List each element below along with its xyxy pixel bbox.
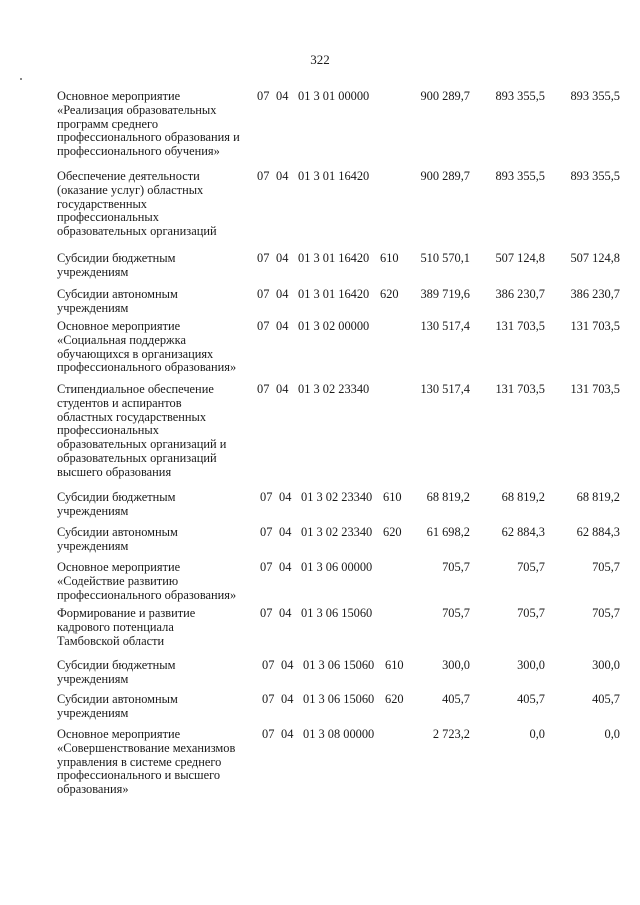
row-amount-year-1: 300,0 [442, 658, 470, 672]
row-amount-year-2: 705,7 [517, 606, 545, 620]
row-amount-year-2: 893 355,5 [495, 169, 545, 183]
row-amount-year-2: 68 819,2 [501, 490, 545, 504]
row-amount-year-3: 68 819,2 [576, 490, 620, 504]
row-name: Основное мероприятие «Совершенствование механизмов управления в системе среднего профессионального и высшего образования» [57, 727, 236, 797]
row-name: Основное мероприятие «Реализация образовательных программ среднего профессионального образования и профессионального обучения» [57, 89, 240, 159]
row-section-code: 07 [257, 319, 270, 333]
row-amount-year-1: 389 719,6 [420, 287, 470, 301]
row-amount-year-3: 131 703,5 [570, 319, 620, 333]
row-name: Субсидии автономным учреждениям [57, 525, 178, 553]
row-name: Основное мероприятие «Содействие развитию профессионального образования» [57, 560, 237, 602]
row-amount-year-2: 386 230,7 [495, 287, 545, 301]
row-section-code: 07 [257, 169, 270, 183]
row-amount-year-1: 130 517,4 [420, 319, 470, 333]
row-amount-year-2: 0,0 [529, 727, 545, 741]
row-expense-type-code: 620 [385, 692, 404, 706]
row-section-code: 07 [257, 89, 270, 103]
row-subsection-code: 04 [281, 727, 294, 741]
row-subsection-code: 04 [279, 490, 292, 504]
row-section-code: 07 [260, 490, 273, 504]
row-name: Субсидии бюджетным учреждениям [57, 251, 176, 279]
row-amount-year-3: 131 703,5 [570, 382, 620, 396]
row-subsection-code: 04 [281, 658, 294, 672]
row-amount-year-3: 405,7 [592, 692, 620, 706]
row-expense-type-code: 620 [380, 287, 399, 301]
row-amount-year-1: 705,7 [442, 560, 470, 574]
row-amount-year-3: 705,7 [592, 560, 620, 574]
row-amount-year-1: 405,7 [442, 692, 470, 706]
row-name: Субсидии автономным учреждениям [57, 692, 178, 720]
row-target-article-code: 01 3 01 00000 [298, 89, 370, 103]
row-name: Формирование и развитие кадрового потенциала Тамбовской области [57, 606, 196, 648]
row-target-article-code: 01 3 06 15060 [303, 658, 375, 672]
row-amount-year-2: 405,7 [517, 692, 545, 706]
page-number: 322 [310, 52, 330, 67]
row-amount-year-1: 2 723,2 [432, 727, 470, 741]
row-target-article-code: 01 3 01 16420 [298, 251, 370, 265]
row-amount-year-2: 131 703,5 [495, 382, 545, 396]
row-amount-year-1: 61 698,2 [426, 525, 470, 539]
row-amount-year-1: 68 819,2 [426, 490, 470, 504]
row-amount-year-1: 510 570,1 [420, 251, 470, 265]
row-target-article-code: 01 3 02 00000 [298, 319, 370, 333]
row-target-article-code: 01 3 02 23340 [301, 525, 373, 539]
row-target-article-code: 01 3 02 23340 [298, 382, 370, 396]
row-name: Основное мероприятие «Социальная поддержка обучающихся в организациях профессионального образования» [57, 319, 237, 375]
row-target-article-code: 01 3 01 16420 [298, 287, 370, 301]
row-section-code: 07 [260, 525, 273, 539]
row-amount-year-3: 705,7 [592, 606, 620, 620]
row-section-code: 07 [260, 560, 273, 574]
row-amount-year-2: 507 124,8 [495, 251, 545, 265]
row-name: Стипендиальное обеспечение студентов и аспирантов областных государственных профессиональных образовательных организаций и образовательных организаций высшего образования [57, 382, 227, 479]
row-section-code: 07 [262, 692, 275, 706]
row-subsection-code: 04 [276, 251, 289, 265]
row-subsection-code: 04 [276, 382, 289, 396]
row-name: Субсидии автономным учреждениям [57, 287, 178, 315]
row-name: Субсидии бюджетным учреждениям [57, 658, 176, 686]
row-subsection-code: 04 [276, 287, 289, 301]
row-expense-type-code: 620 [383, 525, 402, 539]
row-amount-year-1: 705,7 [442, 606, 470, 620]
row-section-code: 07 [260, 606, 273, 620]
row-name: Обеспечение деятельности (оказание услуг) областных государственных профессиональных образовательных организаций [57, 169, 217, 239]
row-amount-year-3: 507 124,8 [570, 251, 620, 265]
row-amount-year-3: 893 355,5 [570, 169, 620, 183]
row-amount-year-3: 386 230,7 [570, 287, 620, 301]
row-subsection-code: 04 [279, 525, 292, 539]
row-target-article-code: 01 3 06 00000 [301, 560, 373, 574]
row-section-code: 07 [257, 251, 270, 265]
row-section-code: 07 [257, 287, 270, 301]
row-subsection-code: 04 [279, 606, 292, 620]
row-target-article-code: 01 3 06 15060 [301, 606, 373, 620]
row-amount-year-3: 300,0 [592, 658, 620, 672]
row-subsection-code: 04 [276, 319, 289, 333]
row-amount-year-2: 705,7 [517, 560, 545, 574]
row-subsection-code: 04 [276, 169, 289, 183]
row-name: Субсидии бюджетным учреждениям [57, 490, 176, 518]
row-subsection-code: 04 [279, 560, 292, 574]
row-target-article-code: 01 3 01 16420 [298, 169, 370, 183]
scan-mark [20, 78, 22, 80]
row-section-code: 07 [262, 658, 275, 672]
row-section-code: 07 [257, 382, 270, 396]
row-expense-type-code: 610 [385, 658, 404, 672]
row-subsection-code: 04 [276, 89, 289, 103]
row-amount-year-1: 900 289,7 [420, 89, 470, 103]
row-expense-type-code: 610 [380, 251, 399, 265]
row-amount-year-1: 900 289,7 [420, 169, 470, 183]
row-target-article-code: 01 3 06 15060 [303, 692, 375, 706]
row-target-article-code: 01 3 02 23340 [301, 490, 373, 504]
row-amount-year-3: 0,0 [604, 727, 620, 741]
row-amount-year-3: 893 355,5 [570, 89, 620, 103]
row-subsection-code: 04 [281, 692, 294, 706]
row-amount-year-3: 62 884,3 [576, 525, 620, 539]
row-amount-year-2: 893 355,5 [495, 89, 545, 103]
row-amount-year-1: 130 517,4 [420, 382, 470, 396]
row-amount-year-2: 300,0 [517, 658, 545, 672]
row-target-article-code: 01 3 08 00000 [303, 727, 375, 741]
row-expense-type-code: 610 [383, 490, 402, 504]
row-amount-year-2: 62 884,3 [501, 525, 545, 539]
row-section-code: 07 [262, 727, 275, 741]
row-amount-year-2: 131 703,5 [495, 319, 545, 333]
